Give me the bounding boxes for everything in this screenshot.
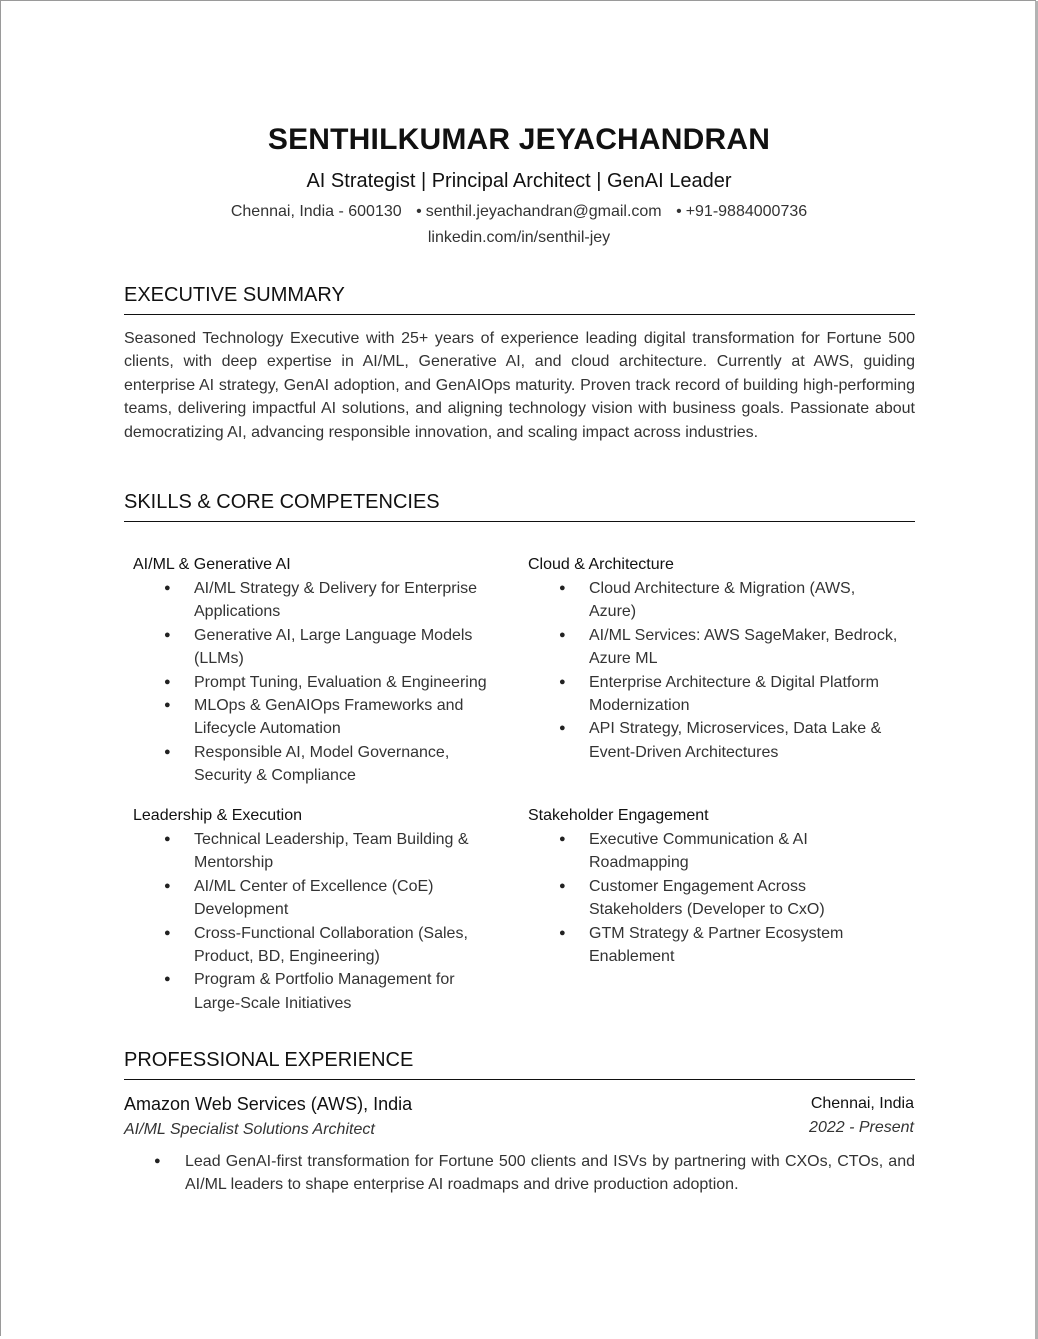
skill-item: ● AI/ML Center of Excellence (CoE) Development	[124, 875, 504, 922]
skill-group-heading: AI/ML & Generative AI	[133, 556, 291, 573]
skill-group-stakeholder	[519, 805, 899, 968]
skill-item: ● Cloud Architecture & Migration (AWS, Azure)	[519, 577, 899, 624]
executive-summary-text: Seasoned Technology Executive with 25+ years of experience leading digital transformation for Fortune 500 clients, with deep expertise in AI/ML, Generative AI, and cloud architecture. Currently at AWS, guiding enterprise AI strategy, GenAI adoption, and GenAIOps maturity. Proven track record of building high-performing teams, delivering impactful AI solutions, and aligning technology vision with business goals. Passionate about democratizing AI, advancing responsible innovation, and scaling impact across industries.	[124, 330, 915, 441]
skill-item: ● Generative AI, Large Language Models (LLMs)	[124, 624, 504, 671]
skill-item: ● GTM Strategy & Partner Ecosystem Enablement	[519, 922, 899, 969]
skill-item: ● API Strategy, Microservices, Data Lake & Event-Driven Architectures	[519, 717, 899, 764]
skill-list	[124, 577, 504, 788]
job-role: AI/ML Specialist Solutions Architect	[124, 1121, 375, 1138]
section-title-executive-summary: EXECUTIVE SUMMARY	[124, 284, 345, 306]
section-divider	[124, 314, 915, 315]
skill-item: ● Executive Communication & AI Roadmapping	[519, 828, 899, 875]
contact-email[interactable]: senthil.jeyachandran@gmail.com	[425, 203, 662, 220]
job-bullet-list	[124, 1150, 915, 1197]
skill-item: ● Cross-Functional Collaboration (Sales, Product, BD, Engineering)	[124, 922, 504, 969]
skill-item: ● AI/ML Services: AWS SageMaker, Bedrock, Azure ML	[519, 624, 899, 671]
job-dates: 2022 - Present	[809, 1119, 914, 1136]
skill-item: ● Technical Leadership, Team Building & Mentorship	[124, 828, 504, 875]
candidate-tagline: AI Strategist | Principal Architect | GenAI Leader	[306, 170, 732, 192]
skill-item: ● Program & Portfolio Management for Large-Scale Initiatives	[124, 968, 504, 1015]
job-company: Amazon Web Services (AWS), India	[124, 1094, 413, 1114]
skill-group-heading: Cloud & Architecture	[528, 556, 674, 573]
separator-dot: •	[416, 203, 422, 220]
skill-list	[124, 828, 504, 1015]
separator-dot: •	[676, 203, 682, 220]
job-bullet: ● Lead GenAI-first transformation for Fortune 500 clients and ISVs by partnering with CXOs, CTOs, and AI/ML leaders to shape enterprise AI roadmaps and drive production adoption.	[124, 1150, 915, 1197]
skill-item: ● Customer Engagement Across Stakeholders (Developer to CxO)	[519, 875, 899, 922]
skill-group-cloud	[519, 554, 899, 764]
contact-phone: +91-9884000736	[685, 203, 808, 220]
skill-item: ● MLOps & GenAIOps Frameworks and Lifecycle Automation	[124, 694, 504, 741]
skill-item: ● Responsible AI, Model Governance, Security & Compliance	[124, 741, 504, 788]
skill-item: ● Prompt Tuning, Evaluation & Engineering	[124, 671, 504, 694]
section-divider	[124, 1079, 915, 1080]
skill-group-heading: Stakeholder Engagement	[528, 807, 709, 824]
candidate-name: SENTHILKUMAR JEYACHANDRAN	[267, 123, 771, 156]
skill-item: ● Enterprise Architecture & Digital Platform Modernization	[519, 671, 899, 718]
skill-group-leadership	[124, 805, 504, 1015]
skill-item: ● AI/ML Strategy & Delivery for Enterprise Applications	[124, 577, 504, 624]
skill-list	[519, 577, 899, 764]
skill-list	[519, 828, 899, 968]
section-divider	[124, 521, 915, 522]
skill-group-aiml	[124, 554, 504, 788]
linkedin-link[interactable]: linkedin.com/in/senthil-jey	[427, 229, 611, 246]
job-location: Chennai, India	[810, 1095, 914, 1112]
section-title-skills: SKILLS & CORE COMPETENCIES	[124, 491, 440, 513]
contact-line	[1, 203, 1037, 221]
contact-location: Chennai, India - 600130	[230, 203, 402, 220]
section-title-experience: PROFESSIONAL EXPERIENCE	[124, 1049, 414, 1071]
skill-group-heading: Leadership & Execution	[133, 807, 302, 824]
